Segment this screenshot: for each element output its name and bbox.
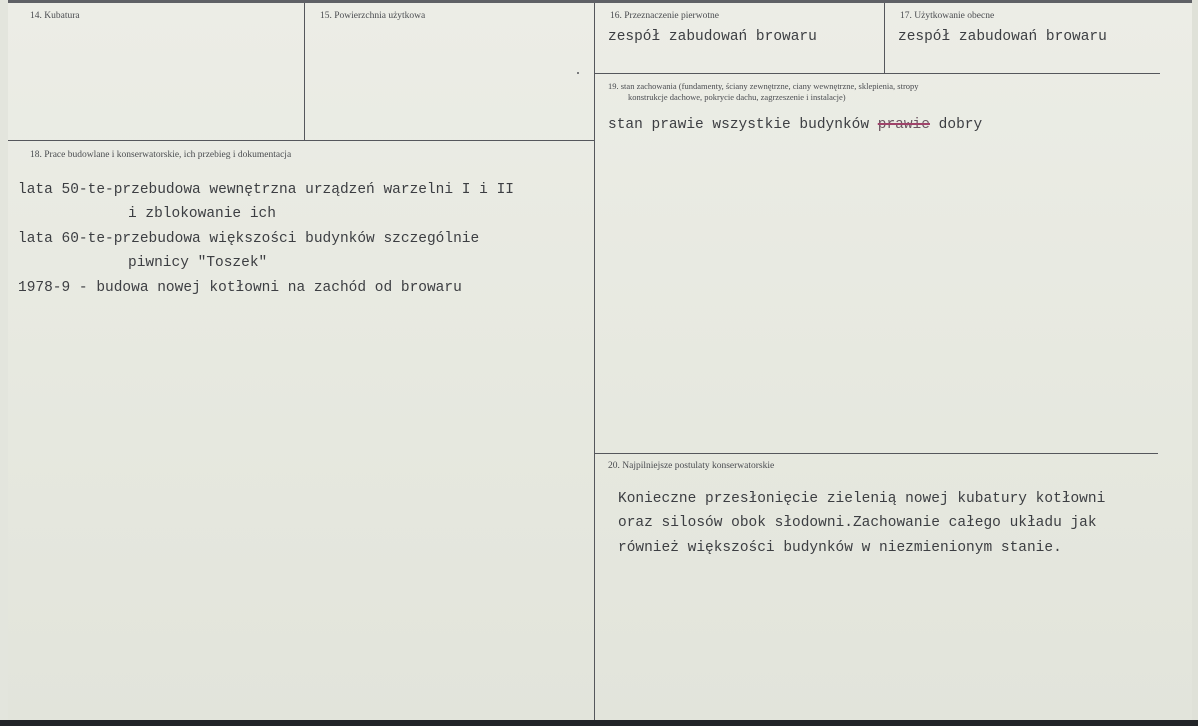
field-19-label-line1: 19. stan zachowania (fundamenty, ściany zewnętrzne, ciany wewnętrzne, sklepienia, stropy <box>608 81 919 91</box>
field-18-line: i zblokowanie ich <box>128 206 276 222</box>
field-17-label: 17. Użytkowanie obecne <box>900 11 995 21</box>
field-20-line: również większości budynków w niezmienionym stanie. <box>618 540 1062 556</box>
field-19-label-line2: konstrukcje dachowe, pokrycie dachu, zagrzeszenie i instalacje) <box>628 92 846 102</box>
field-17-value: zespół zabudowań browaru <box>898 29 1107 45</box>
field-20-label: 20. Najpilniejsze postulaty konserwatorskie <box>608 461 775 471</box>
divider-16-17 <box>884 3 885 73</box>
field-14-label: 14. Kubatura <box>30 11 80 21</box>
divider-14-15 <box>304 3 305 140</box>
divider-center <box>594 3 595 720</box>
field-19-value-end: dobry <box>938 117 983 133</box>
field-18-line: lata 50-te-przebudowa wewnętrzna urządzeń warzelni I i II <box>18 182 514 198</box>
stray-dot <box>577 72 579 74</box>
card-top-edge <box>0 0 1198 3</box>
divider-row-20 <box>595 453 1158 454</box>
field-18-line: 1978-9 - budowa nowej kotłowni na zachód od browaru <box>18 280 462 296</box>
divider-row-18 <box>8 140 595 141</box>
card-right-edge <box>1192 0 1198 726</box>
field-19-struck-word: prawie <box>877 117 930 133</box>
field-15-label: 15. Powierzchnia użytkowa <box>320 11 426 21</box>
field-18-line: piwnicy "Toszek" <box>128 255 268 271</box>
field-18-label: 18. Prace budowlane i konserwatorskie, ich przebieg i dokumentacja <box>30 150 292 160</box>
field-18-line: lata 60-te-przebudowa większości budynków szczególnie <box>18 231 480 247</box>
card-bottom-edge <box>0 720 1198 726</box>
field-20-line: Konieczne przesłonięcie zielenią nowej kubatury kotłowni <box>618 491 1106 507</box>
card-left-edge <box>0 0 8 726</box>
field-16-label: 16. Przeznaczenie pierwotne <box>610 11 719 21</box>
field-19-value <box>608 117 982 133</box>
field-19-value-text: stan prawie wszystkie budynków <box>608 117 870 133</box>
divider-row-19 <box>595 73 1160 74</box>
field-20-line: oraz silosów obok słodowni.Zachowanie całego układu jak <box>618 515 1097 531</box>
field-16-value: zespół zabudowań browaru <box>608 29 817 45</box>
